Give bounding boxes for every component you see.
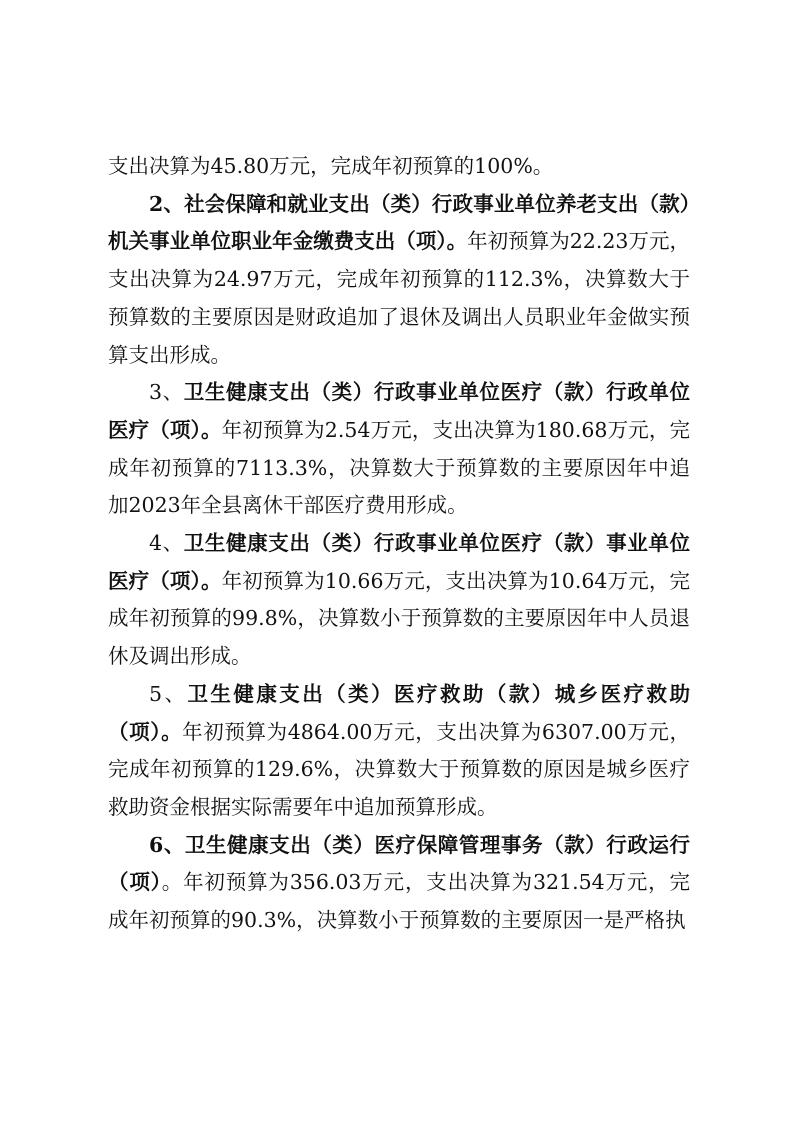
- paragraph-2: [108, 186, 690, 375]
- paragraph-4-heading: 卫生健康支出（类）行政事业单位医疗（款）事业单位医疗（项）。: [108, 531, 690, 593]
- paragraph-3-text: 年初预算为2.54万元，支出决算为180.68万元，完成年初预算的7113.3%，决算数大于预算数的主要原因年中追加2023年全县离休干部医疗费用形成。: [108, 417, 690, 518]
- paragraph-2-heading: 2、社会保障和就业支出（类）行政事业单位养老支出（款）机关事业单位职业年金缴费支出（项）。: [108, 191, 690, 254]
- paragraph-6: [108, 827, 690, 940]
- paragraph-4: [108, 525, 690, 676]
- paragraph-3-heading: 卫生健康支出（类）行政事业单位医疗（款）行政单位医疗（项）。: [108, 380, 690, 442]
- paragraph-6-text: 。年初预算为356.03万元，支出决算为321.54万元，完成年初预算的90.3%，决算数小于预算数的主要原因一是严格执: [108, 870, 690, 933]
- paragraph-5-prefix: 5、: [149, 681, 188, 706]
- paragraph-4-text: 年初预算为10.66万元，支出决算为10.64万元，完成年初预算的99.8%，决算数小于预算数的主要原因年中人员退休及调出形成。: [108, 568, 690, 669]
- paragraph-1: [108, 148, 690, 186]
- paragraph-5: [108, 676, 690, 827]
- paragraph-5-heading: 卫生健康支出（类）医疗救助（款）城乡医疗救助（项）。: [108, 681, 690, 744]
- paragraph-1-text: 支出决算为45.80万元，完成年初预算的100%。: [108, 154, 554, 178]
- paragraph-5-text: 年初预算为4864.00万元，支出决算为6307.00万元，完成年初预算的129.6%，决算数大于预算数的原因是城乡医疗救助资金根据实际需要年中追加预算形成。: [108, 719, 690, 819]
- paragraph-6-heading: 6、卫生健康支出（类）医疗保障管理事务（款）行政运行（项）: [108, 832, 690, 895]
- paragraph-2-text: 年初预算为22.23万元，支出决算为24.97万元，完成年初预算的112.3%，决算数大于预算数的主要原因是财政追加了退休及调出人员职业年金做实预算支出形成。: [108, 229, 691, 367]
- document-page: [108, 148, 690, 940]
- paragraph-3: [108, 374, 690, 525]
- paragraph-3-prefix: 3、: [149, 380, 184, 405]
- paragraph-4-prefix: 4、: [149, 531, 184, 556]
